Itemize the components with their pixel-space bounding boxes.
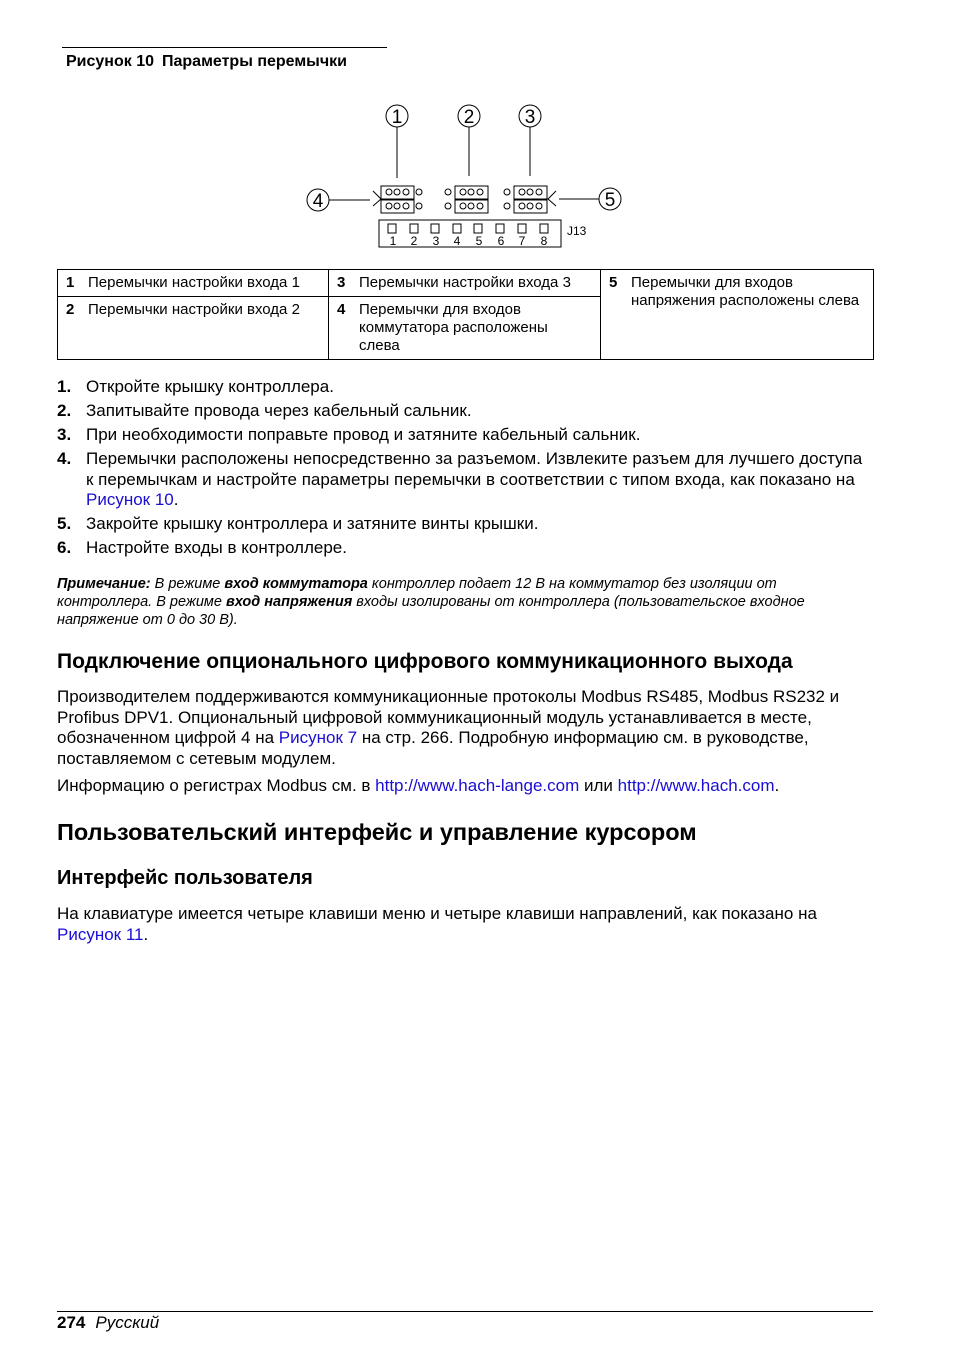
- figure-caption-label: Рисунок 10: [66, 53, 154, 70]
- step-item: [57, 449, 873, 511]
- procedure-steps: [57, 377, 873, 562]
- legend-cell: [329, 270, 601, 297]
- legend-text: Перемычки настройки входа 3: [359, 274, 571, 291]
- legend-number: 5: [609, 274, 618, 291]
- step-item: [57, 514, 873, 535]
- figure-caption: [66, 53, 347, 71]
- callout-5-label: 5: [604, 190, 616, 211]
- legend-number: 1: [66, 274, 75, 291]
- legend-text: Перемычки для входов напряжения расположены слева: [631, 274, 860, 309]
- legend-number: 2: [66, 301, 75, 318]
- step-text-tail: .: [173, 490, 179, 509]
- subsection-heading: Интерфейс пользователя: [57, 867, 313, 889]
- step-number: 2.: [57, 401, 72, 420]
- legend-number: 4: [337, 301, 346, 318]
- step-number: 1.: [57, 377, 72, 396]
- figure-caption-title: Параметры перемычки: [162, 53, 347, 70]
- step-number: 4.: [57, 449, 72, 468]
- figure-legend-table: [57, 269, 874, 360]
- page-number: 274: [57, 1313, 86, 1332]
- paragraph-text: на стр. 266. Подробную информацию см. в руководстве, поставляемом с сетевым модулем.: [57, 728, 809, 768]
- note-text: контроллер подает 12 В на коммутатор без изоляции от контроллера. В режиме: [57, 576, 777, 610]
- step-text: При необходимости поправьте провод и затяните кабельный сальник.: [86, 425, 641, 444]
- step-text: Перемычки расположены непосредственно за разъемом. Извлеките разъем для лучшего доступа к перемычкам и настройте параметры перемычки в соответствии с типом входа, как показано на: [86, 449, 863, 489]
- step-item: [57, 377, 873, 398]
- pin-number: 7: [518, 234, 526, 248]
- terminal-strip-j13: [379, 220, 561, 247]
- step-number: 3.: [57, 425, 72, 444]
- note-term-voltage: вход напряжения: [225, 594, 353, 610]
- figure-11-link[interactable]: Рисунок 11: [57, 924, 144, 944]
- pin-number: 4: [453, 234, 461, 248]
- pin-number: 6: [497, 234, 505, 248]
- pin-number: 8: [540, 234, 548, 248]
- step-number: 6.: [57, 538, 72, 557]
- section-heading-user-interface: Пользовательский интерфейс и управление курсором: [57, 819, 697, 845]
- step-text: Настройте входы в контроллере.: [86, 538, 347, 557]
- legend-text: Перемычки настройки входа 2: [88, 301, 300, 318]
- paragraph-text: На клавиатуре имеется четыре клавиши меню и четыре клавиши направлений, как показано на: [57, 904, 817, 923]
- paragraph-text: .: [143, 924, 149, 944]
- page-footer: [57, 1313, 159, 1333]
- jumper-diagram: [300, 100, 630, 252]
- step-item: [57, 425, 873, 446]
- step-item: [57, 538, 873, 559]
- pin-number: 5: [475, 234, 483, 248]
- section-paragraph: [57, 687, 877, 769]
- pin-number: 1: [389, 234, 397, 248]
- legend-cell: [329, 297, 601, 360]
- legend-cell: [58, 297, 329, 360]
- section-paragraph: [57, 904, 877, 945]
- footer-language: Русский: [95, 1313, 160, 1332]
- legend-text: Перемычки настройки входа 1: [88, 274, 300, 291]
- step-text: Запитывайте провода через кабельный сальник.: [86, 401, 472, 420]
- step-number: 5.: [57, 514, 72, 533]
- footer-rule: [57, 1311, 873, 1312]
- section-heading-optional-output: Подключение опционального цифрового коммуникационного выхода: [57, 650, 793, 673]
- hach-lange-link[interactable]: http://www.hach-lange.com: [375, 776, 580, 795]
- connector-label: J13: [567, 224, 587, 238]
- note-term-switch: вход коммутатора: [224, 576, 368, 592]
- note-label: Примечание:: [57, 576, 151, 592]
- figure-caption-rule: [62, 47, 387, 48]
- pin-number: 3: [432, 234, 440, 248]
- figure-10-link[interactable]: Рисунок 10: [86, 490, 174, 509]
- paragraph-text: Производителем поддерживаются коммуникационные протоколы Modbus RS485, Modbus RS232 и Profibus DPV1. Опциональный цифровой коммуникационный модуль устанавливается в месте, обозначенном цифрой 4 на: [57, 687, 840, 747]
- legend-cell: [58, 270, 329, 297]
- paragraph-text: .: [774, 776, 780, 795]
- callout-2-label: 2: [463, 107, 475, 128]
- legend-text: Перемычки для входов коммутатора расположены слева: [359, 301, 548, 354]
- note-text: входы изолированы от контроллера (пользовательское входное напряжение от 0 до 30 В).: [57, 594, 805, 628]
- callout-3-label: 3: [524, 107, 536, 128]
- note-paragraph: [57, 575, 873, 629]
- section-paragraph: [57, 776, 873, 797]
- note-text: В режиме: [154, 576, 221, 592]
- hach-link[interactable]: http://www.hach.com: [617, 776, 775, 795]
- paragraph-text: Информацию о регистрах Modbus см. в: [57, 776, 371, 795]
- step-text: Закройте крышку контроллера и затяните винты крышки.: [86, 514, 539, 533]
- legend-number: 3: [337, 274, 346, 291]
- step-item: [57, 401, 873, 422]
- pin-number: 2: [410, 234, 418, 248]
- step-text: Откройте крышку контроллера.: [86, 377, 334, 396]
- legend-row: [58, 270, 874, 297]
- paragraph-text: или: [584, 776, 613, 795]
- callout-4-label: 4: [312, 191, 324, 212]
- callout-1-label: 1: [391, 107, 403, 128]
- legend-cell: [601, 270, 874, 360]
- figure-7-link[interactable]: Рисунок 7: [278, 728, 358, 747]
